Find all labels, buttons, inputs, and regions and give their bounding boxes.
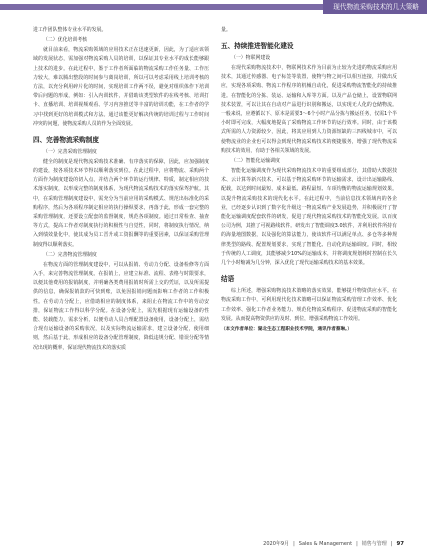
footer-date: 2020年9月	[263, 541, 290, 547]
page-header-bar	[0, 0, 427, 14]
footer-separator: |	[356, 540, 358, 547]
section-heading: 四、完善物流采购制度	[33, 136, 99, 145]
paragraph: 综上所述，增强采购物流技术策略的落实效果，能够提升物资供应水平。在物流采购工作中，可利用现代化技术策略可以保证物流采购管理工作效率、优化工作效率、强化工作者业务能力、规范化物流采购程序、促进物流采购的智能化发展。从而提高物资供应的及时、到位，增强采购物流工作效用。	[221, 288, 397, 322]
footer-separator: |	[390, 540, 393, 547]
subsection-heading: （二）完善物流管理制度	[43, 252, 97, 259]
subsection-heading: （一）完善采购管理制度	[43, 149, 97, 156]
footer-journal-cn: 销售与管理	[361, 541, 387, 547]
paragraph: 进工作团队整体专业水平的发展。	[33, 27, 107, 33]
header-accent-strip	[0, 4, 323, 10]
subsection-heading: （一）物联网建设	[231, 55, 271, 62]
footer-journal: Sales & Management	[298, 540, 353, 547]
paragraph: 就目前来看，物流采购领域的应用技术正在迅速更新，因此，为了适应该领域的发展状态，需加强对物流采购人员的培训，以保证其专业水平的成长能够跟上技术的进步。在此过程中，鉴于工作者所面临的物流采购工作任务量、工作压力较大，难以腾出整段的时间参与离岗培训，所以可以考虑采用线上培训考核的方法，以充分利用碎片化的时间，实现培训工作两不误，避免对组织体作下培训带后问题的形成，例如：引入内训软件，并借助该类型软件的在线考核、培训打卡、直播培训、培训视频观看、学习内容推送等丰富的培训功能，在工作者的学习中找到更好的培训模式和方法。通过该能更好解决传统的培训过程与工作时间冲突的问题，使物流采购人员的作为全面发展。	[33, 47, 209, 127]
author-note-label: （本文作者单位：	[221, 327, 258, 333]
subsection-heading: （二）智能化运输调度	[231, 158, 280, 165]
conclusion-heading: 结语	[221, 275, 235, 284]
paragraph: 在现代采购物流技术中，物联网技术作为目前为止较为先进的物流采购应用技术，其通过传感器、电子标签等装置，使物与物之间可以相互连接，并做出反应，实现各项采购、物流工作程序的机械自动化，促进采购物流智能化的持续推进。在智能化的分拣、装运、运输和入库等方面。以及产品仓储上，设置物联网技术装置，可以让其在自动对产品进行识别和搬运，以实现无人化的仓储物流。一般来说，应遵循以下、原本是需要3～6个小时产品分拣与搬运任务，仅需1个半小时即可完成，大幅度地提高了采购物流工作环节的运行效率。同时，由于该模式所需的人力资源较少，因此，将其应用到人力资源短缺的三四线城市中，可以使物流业的企业也可以得会到现代物流采购技术的便捷服务，增强了现代物流采购技术的效用，有助于各相关领域的发展。	[221, 65, 397, 154]
right-column	[221, 26, 397, 335]
author-note-text: 湖北生态工程职业技术学院，通讯作者蔡琳。）	[257, 327, 352, 333]
subsection-heading: （二）优化培训考核	[43, 37, 88, 44]
author-note	[221, 326, 397, 335]
paragraph: 智能化运输调度作为现代采购物流技术中的重要组成部分，其借助大数据技术、云计算等新兴技术，可以基于物流采购环节的运输需求，设计出运输路线、配载，以达到时间最短、成本最低、路程最短、车项均衡的物流运输规划效果。以提升物流采购技术的现代化水平。在此过程中，当前信息技术领域内的各企业，已经逐步认识到了数字化升级这一物流采购产业发展趋势，并积极展开了智能化运输调度配套软件的研发，促进了现代物流采购技术的智能化发展。以百度公司为例，其推了可视路线软件。研发出了智能调度3.0软件，并利用软件所持有的海量地图数据，以及强化的算法能力，使该软件可以满足单点、多仓等多种规律类型的路线、配置规划要求，实现了智能化、自动化的运输调度。同时，相较于传统的人工调度，其能够减少10%的运输成本，并将调度规划耗时控制在长久几个小时缩减为几分钟，深入优化了现代运输采购技术的基本效果。	[221, 168, 397, 267]
page-number: 97	[396, 540, 404, 547]
section-heading: 五、持续推进智能化建设	[221, 42, 294, 51]
left-column	[33, 26, 209, 353]
paragraph: 健全的制度是现代物流采购技术准确、有序落实的保障，因此，应加强制度的建设，按各项技术环节得以顺利落实到位。在此过程中，应将物流、采购两个方面作为制度建设的切入点，并结合两个环节的运行规律、特质，制定相应的技术落实制度，以形成完整的制度体系，为现代物流采购技术的落实保驾护航。其中，在采购管理制度建设中，需充分为当前应用的采购模式、规范出标准化的采购程序，然后为各项程序制定相应的执行操纵要求，再落于此，形成一套完整的采购管理制度，还要设立配套的监督制度，规范各项制度。通过日常检查、抽查等方式，提高工作者对制度执行的积极性与自觉性，同时，将制度执行情况，纳入到绩效量化中，使其成为员工晋升或工资报酬等的重要因素，以保证采购管理制度得以顺利落实。	[33, 158, 209, 248]
paragraph: 量。	[221, 27, 231, 33]
page-footer	[263, 540, 404, 547]
footer-separator: |	[293, 540, 295, 547]
paragraph: 在物流方面的管理制度建设中，可以从报销、劳动力分配、设备检修等方面入手，来完善物流管理制度。在报销上，应建立标准、流程、表格与时限要求，以便其他费用的报销制度，并明确各类费用报销时所需上交的凭证，以及所需提供的信息，确保报销款的可快到账，以免因报销问题而影响工作者的工作积极性。在劳动力分配上，应借助相应的制度体系，来阻止在物流工作中的劳动安排，保证物流工作得以科学分配。在设备分配上，需先根据现有运输设备的性能、装载能力，需求分析，以便劳动人员合理配置设备使用，设备分配上，需结合现有运输设备的采购状况，以及实际物流运输需求，建立设备分配，使用细则，然后基于此，形成相应的设备分配管理制度，降低违规分配、错误分配等情况出现的概率，保证现代物流技术的落实质	[33, 261, 209, 351]
running-header-title: 现代物流采购技术的几大策略	[323, 0, 427, 14]
